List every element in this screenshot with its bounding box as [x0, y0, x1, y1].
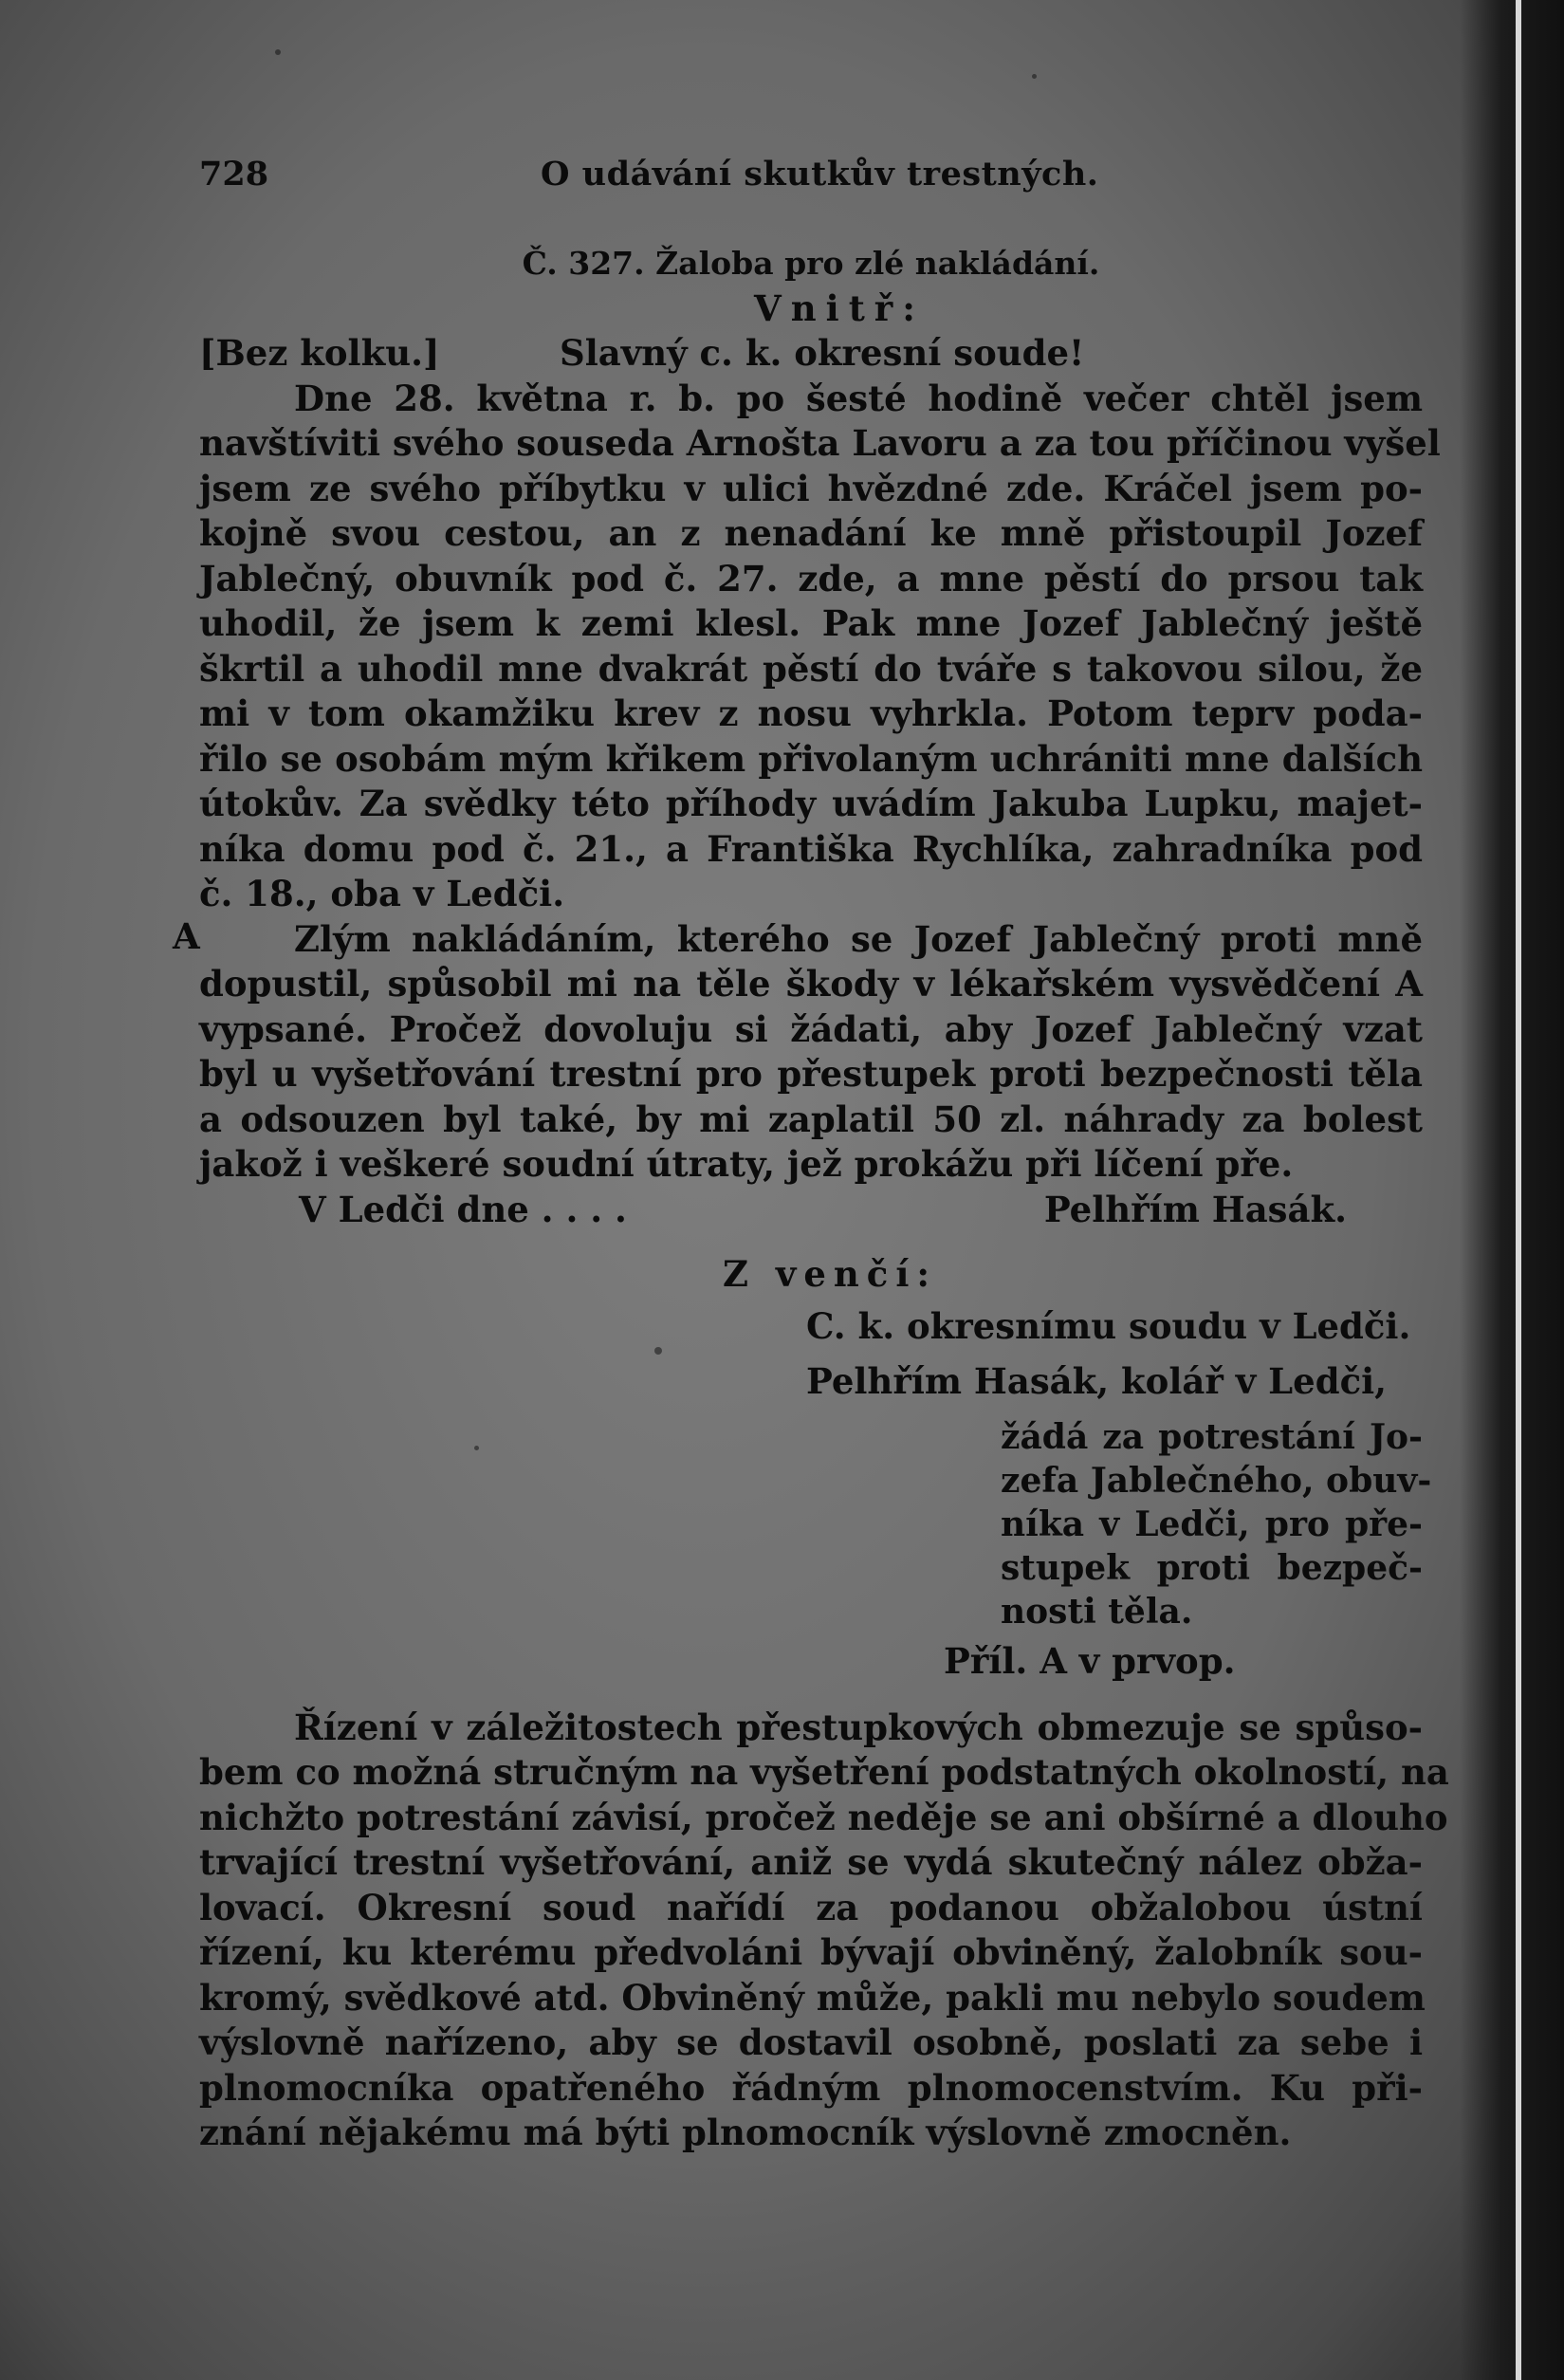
text-line: řízení, ku kterému předvoláni bývají obviněný, žalobník sou- — [199, 1931, 1423, 1973]
text-line: mi v tom okamžiku krev z nosu vyhrkla. Potom teprv poda- — [199, 692, 1423, 734]
text-line: znání nějakému má býti plnomocník výslovně zmocněn. — [199, 2112, 1292, 2153]
text-line: Zlým nakládáním, kterého se Jozef Jablečný proti mně — [294, 917, 1423, 960]
explanatory-note — [199, 1706, 1449, 2156]
text-line: výslovně nařízeno, aby se dostavil osobně, poslati za sebe i — [199, 2021, 1423, 2063]
text-line: kromý, svědkové atd. Obviněný může, pakli mu nebylo soudem — [199, 1976, 1426, 2019]
court-address: C. k. okresnímu soudu v Ledči. — [806, 1305, 1411, 1347]
text-line: nichžto potrestání závisí, pročež neděje se ani obšírné a dlouho — [199, 1796, 1448, 1838]
page-edge-line — [1516, 0, 1521, 2380]
signature-name: Pelhřím Hasák. — [1043, 1188, 1347, 1230]
signature-row — [199, 1188, 1423, 1235]
margin-mark: A — [173, 915, 200, 957]
text-line: č. 18., oba v Ledči. — [199, 873, 565, 914]
speck — [1032, 74, 1037, 79]
text-line: žádá za potrestání Jo- — [1001, 1417, 1423, 1457]
speck — [275, 49, 281, 55]
text-line: níka v Ledči, pro pře- — [1001, 1504, 1423, 1544]
text-line: kojně svou cestou, an z nenadání ke mně přistoupil Jozef — [199, 512, 1423, 554]
text-line: byl u vyšetřování trestní pro přestupek proti bezpečnosti těla — [199, 1053, 1423, 1095]
text-line: a odsouzen byl také, by mi zaplatil 50 zl. náhrady za bolest — [199, 1098, 1423, 1140]
text-line: Dne 28. května r. b. po šesté hodině večer chtěl jsem — [294, 377, 1423, 419]
text-line: nosti těla. — [1001, 1592, 1193, 1632]
text-line: jakož i veškeré soudní útraty, jež prokážu při líčení pře. — [199, 1143, 1294, 1185]
text-line: Řízení v záležitostech přestupkových obmezuje se spůso- — [294, 1706, 1423, 1748]
text-line: škrtil a uhodil mne dvakrát pěstí do tváře s takovou silou, že — [199, 647, 1423, 690]
text-line: níka domu pod č. 21., a Františka Rychlíka, zahradníka pod — [199, 827, 1423, 870]
text-line: stupek proti bezpeč- — [1001, 1548, 1423, 1588]
book-page — [199, 142, 1449, 2156]
plaintiff-line: Pelhřím Hasák, kolář v Ledči, — [806, 1359, 1388, 1402]
text-line: uhodil, že jsem k zemi klesl. Pak mne Jozef Jablečný ještě — [199, 602, 1423, 644]
page-number: 728 — [199, 155, 269, 194]
text-line: řilo se osobám mým křikem přivolaným uchrániti mne dalších — [199, 737, 1423, 780]
running-title: O udávání skutkův trestných. — [541, 155, 1099, 194]
text-line: Jablečný, obuvník pod č. 27. zde, a mne pěstí do prsou tak — [199, 557, 1423, 600]
text-line: navštíviti svého souseda Arnošta Lavoru a za tou příčinou vyšel — [199, 422, 1441, 464]
text-line: trvající trestní vyšetřování, aniž se vydá skutečný nález obža- — [199, 1841, 1423, 1883]
stamp-note: [Bez kolku.] — [199, 332, 440, 374]
complaint-body — [199, 377, 1441, 917]
text-line: zefa Jablečného, obuv- — [1001, 1461, 1432, 1501]
address-row — [199, 331, 1423, 377]
text-line: lovací. Okresní soud nařídí za podanou obžalobou ústní — [199, 1886, 1423, 1928]
place-date: V Ledči dne . . . . — [299, 1188, 627, 1230]
section-title: Č. 327. Žaloba pro zlé nakládání. — [522, 245, 1100, 282]
inside-label: Vnitř: — [754, 286, 925, 329]
outside-label: Z venčí: — [722, 1252, 938, 1295]
text-line: útokův. Za svědky této příhody uvádím Jakuba Lupku, majet- — [199, 783, 1423, 824]
complaint-request — [199, 917, 1423, 1188]
attachments-line: Příl. A v prvop. — [944, 1640, 1236, 1682]
binding-shadow — [1460, 0, 1564, 2380]
text-line: bem co možná stručným na vyšetření podstatných okolností, na — [199, 1751, 1449, 1793]
addressee: Slavný c. k. okresní soude! — [560, 332, 1085, 374]
text-line: jsem ze svého příbytku v ulici hvězdné zde. Kráčel jsem po- — [199, 467, 1423, 509]
text-line: dopustil, spůsobil mi na těle škody v lékařském vysvědčení A — [199, 963, 1423, 1005]
text-line: plnomocníka opatřeného řádným plnomocenstvím. Ku při- — [199, 2066, 1423, 2109]
text-line: vypsané. Pročež dovoluju si žádati, aby Jozef Jablečný vzat — [199, 1007, 1423, 1050]
subject-block — [199, 1415, 1432, 1633]
page-header — [199, 142, 1423, 199]
